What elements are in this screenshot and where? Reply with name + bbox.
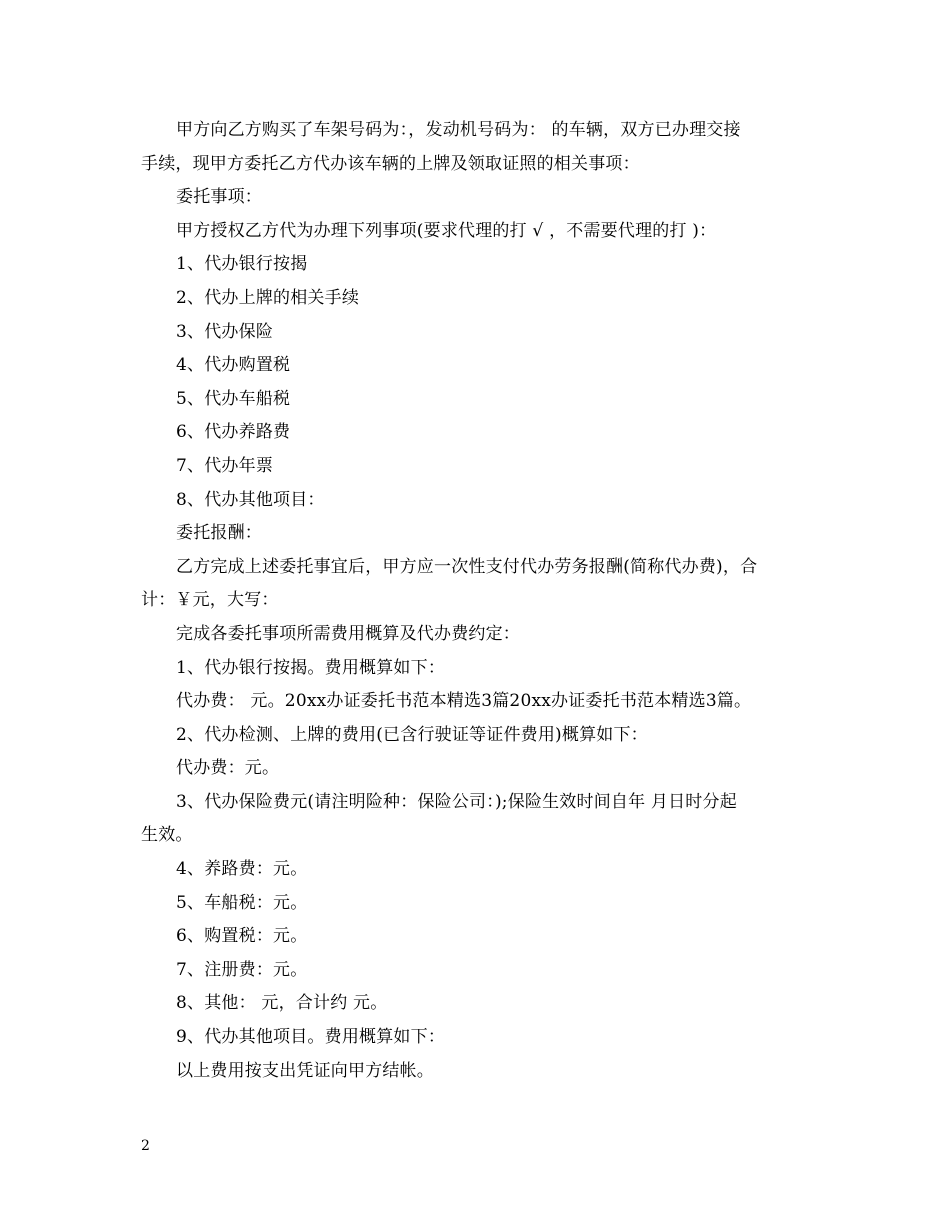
fee-item-5: 5、车船税：元。	[176, 892, 308, 913]
fee-item-6: 6、购置税：元。	[176, 926, 308, 947]
fee-item-2: 2、代办检测、上牌的费用(已含行驶证等证件费用)概算如下：	[176, 724, 648, 745]
list-item-6: 6、代办养路费	[176, 422, 291, 443]
page-number: 2	[141, 1138, 150, 1154]
list-item-5: 5、代办车船税	[176, 388, 291, 409]
list-item-8: 8、代办其他项目：	[176, 489, 325, 510]
fee-item-4: 4、养路费：元。	[176, 859, 308, 880]
fee-item-9: 9、代办其他项目。费用概算如下：	[176, 1027, 446, 1048]
fee-item-2-detail: 代办费：元。	[176, 758, 280, 779]
paragraph-purchase-line-2: 手续，现甲方委托乙方代办该车辆的上牌及领取证照的相关事项：	[141, 153, 640, 174]
fee-item-7: 7、注册费：元。	[176, 959, 308, 980]
heading-fee-estimate: 完成各委托事项所需费用概算及代办费约定：	[176, 623, 520, 644]
paragraph-authorization: 甲方授权乙方代为办理下列事项(要求代理的打 √ ，不需要代理的打 )：	[176, 220, 717, 241]
list-item-7: 7、代办年票	[176, 455, 274, 476]
heading-remuneration: 委托报酬：	[176, 523, 262, 544]
fee-item-3-line-2: 生效。	[141, 825, 193, 846]
paragraph-remuneration-line-2: 计：￥元，大写：	[141, 590, 279, 611]
document-body	[141, 114, 813, 1088]
paragraph-remuneration-line-1: 乙方完成上述委托事宜后，甲方应一次性支付代办劳务报酬(简称代办费)，合	[176, 556, 758, 577]
paragraph-settlement: 以上费用按支出凭证向甲方结帐。	[176, 1060, 434, 1081]
list-item-3: 3、代办保险	[176, 321, 274, 342]
list-item-4: 4、代办购置税	[176, 355, 291, 376]
paragraph-purchase-line-1: 甲方向乙方购买了车架号码为：，发动机号码为： 的车辆，双方已办理交接	[176, 120, 741, 140]
heading-entrusted-matters: 委托事项：	[176, 187, 262, 208]
fee-item-3-line-1: 3、代办保险费元(请注明险种：保险公司：);保险生效时间自年 月日时分起	[176, 791, 737, 812]
list-item-1: 1、代办银行按揭	[176, 254, 308, 275]
fee-item-8: 8、其他： 元，合计约 元。	[176, 993, 388, 1014]
fee-item-1-detail: 代办费： 元。20xx办证委托书范本精选3篇20xx办证委托书范本精选3篇。	[176, 691, 752, 712]
list-item-2: 2、代办上牌的相关手续	[176, 287, 360, 308]
fee-item-1: 1、代办银行按揭。费用概算如下：	[176, 657, 446, 678]
